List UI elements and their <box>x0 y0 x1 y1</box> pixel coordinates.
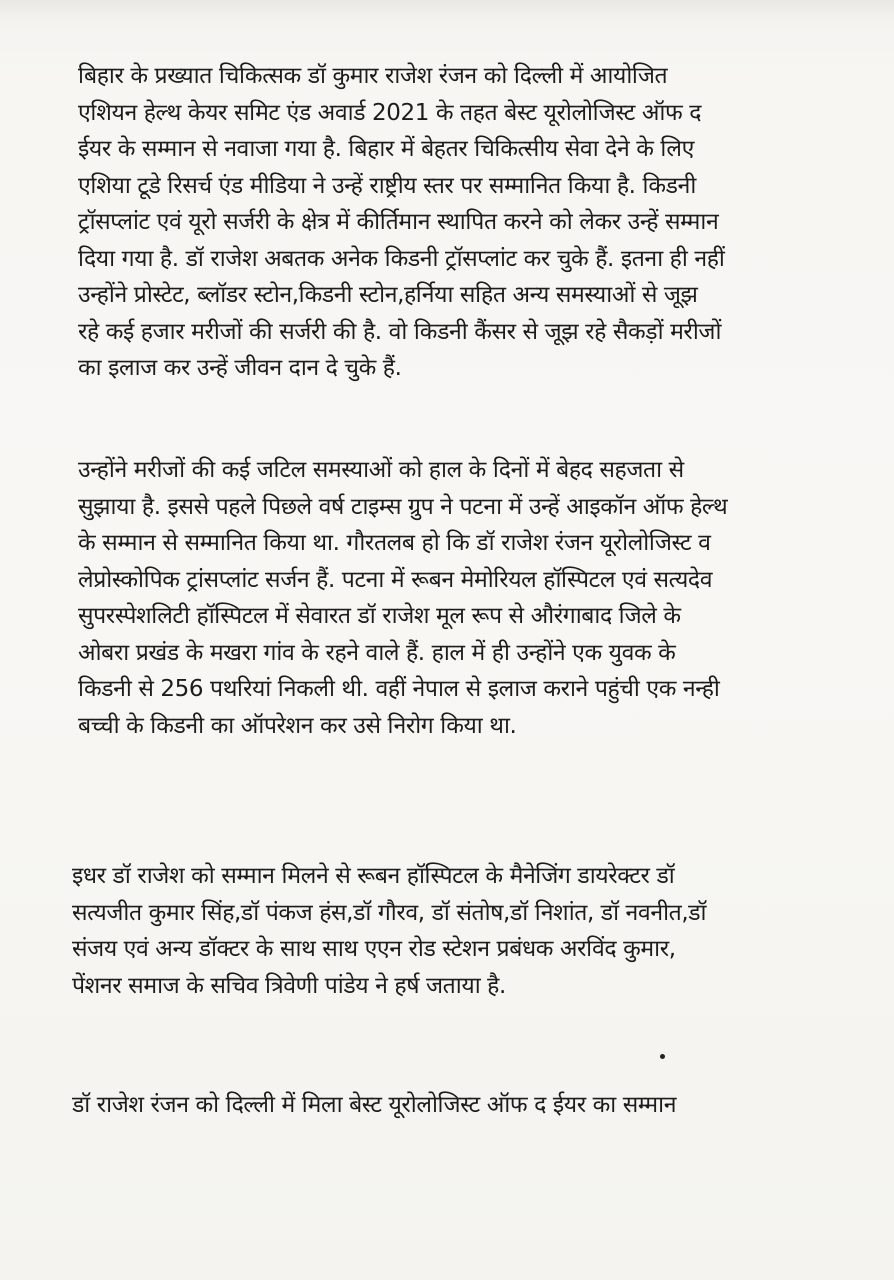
page-top-shadow <box>0 0 894 22</box>
paragraph-1: बिहार के प्रख्यात चिकित्सक डॉ कुमार राजेश रंजन को दिल्ली में आयोजित एशियन हेल्थ केयर समिट एंड अवार्ड 2021 के तहत बेस्ट यूरोलोजिस्ट ऑफ द ईयर के सम्मान से नवाजा गया है. बिहार में बेहतर चिकित्सीय सेवा देने के लिए एशिया टूडे रिसर्च एंड मीडिया ने उन्हें राष्ट्रीय स्तर पर सम्मानित किया है. किडनी ट्रॉसप्लांट एवं यूरो सर्जरी के क्षेत्र में कीर्तिमान स्थापित करने को लेकर उन्हें सम्मान दिया गया है. डॉ राजेश अबतक अनेक किडनी ट्रॉसप्लांट कर चुके हैं. इतना ही नहीं उन्होंने प्रोस्टेट, ब्लॉडर स्टोन,किडनी स्टोन,हर्निया सहित अन्य समस्याओं से जूझ रहे कई हजार मरीजों की सर्जरी की है. वो किडनी कैंसर से जूझ रहे सैकड़ों मरीजों का इलाज कर उन्हें जीवन दान दे चुके हैं. <box>78 63 725 381</box>
headline: डॉ राजेश रंजन को दिल्ली में मिला बेस्ट यूरोलोजिस्ट ऑफ द ईयर का सम्मान <box>72 1092 677 1118</box>
paragraph-3: इधर डॉ राजेश को सम्मान मिलने से रूबन हॉस्पिटल के मैनेजिंग डायरेक्टर डॉ सत्यजीत कुमार सिंह,डॉ पंकज हंस,डॉ गौरव, डॉ संतोष,डॉ निशांत, डॉ नवनीत,डॉ संजय एवं अन्य डॉक्टर के साथ साथ एएन रोड स्टेशन प्रबंधक अरविंद कुमार, पेंशनर समाज के सचिव त्रिवेणी पांडेय ने हर्ष जताया है. <box>72 863 707 999</box>
paragraph-2: उन्होंने मरीजों की कई जटिल समस्याओं को हाल के दिनों में बेहद सहजता से सुझाया है. इससे पहले पिछले वर्ष टाइम्स ग्रुप ने पटना में उन्हें आइकॉन ऑफ हेल्थ के सम्मान से सम्मानित किया था. गौरतलब हो कि डॉ राजेश रंजन यूरोलोजिस्ट व लेप्रोस्कोपिक ट्रांसप्लांट सर्जन हैं. पटना में रूबन मेमोरियल हॉस्पिटल एवं सत्यदेव सुपरस्पेशलिटी हॉस्पिटल में सेवारत डॉ राजेश मूल रूप से औरंगाबाद जिले के ओबरा प्रखंड के मखरा गांव के रहने वाले हैं. हाल में ही उन्होंने एक युवक के किडनी से 256 पथरियां निकली थी. वहीं नेपाल से इलाज कराने पहुंची एक नन्ही बच्ची के किडनी का ऑपरेशन कर उसे निरोग किया था. <box>78 457 728 739</box>
stray-ink-dot <box>660 1054 665 1059</box>
